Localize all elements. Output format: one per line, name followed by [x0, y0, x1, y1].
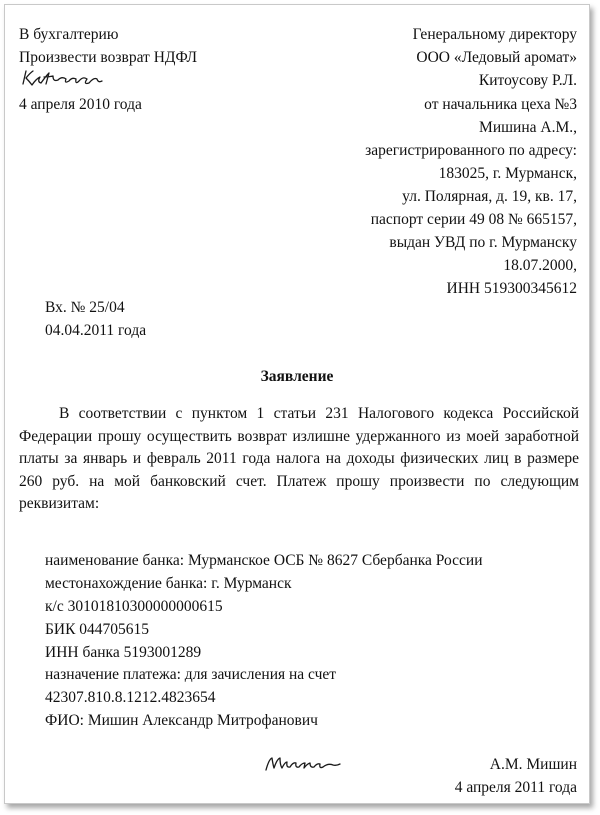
resolution-line-1: В бухгалтерию	[19, 26, 119, 43]
resolution-line-2: Произвести возврат НДФЛ	[19, 49, 198, 66]
addressee-line-4: от начальника цеха №3	[424, 96, 577, 113]
requisite-bik: БИК 044705615	[45, 621, 150, 638]
document-title: Заявление	[260, 368, 334, 385]
addressee-line-1: Генеральному директору	[412, 26, 577, 43]
addressee-line-11: 18.07.2000,	[503, 257, 577, 274]
requisite-account-number: 42307.810.8.1212.4823654	[45, 689, 216, 706]
addressee-line-3: Китоусову Р.Л.	[478, 72, 577, 89]
addressee-line-8: ул. Полярная, д. 19, кв. 17,	[402, 188, 577, 205]
resolution-date: 4 апреля 2010 года	[19, 96, 142, 113]
requisite-bank-name: наименование банка: Мурманское ОСБ № 8627 Сбербанка России	[45, 552, 483, 569]
document-page	[4, 4, 590, 804]
requisite-bank-location: местонахождение банка: г. Мурманск	[45, 575, 292, 592]
requisite-bank-inn: ИНН банка 5193001289	[45, 644, 202, 661]
director-signature	[19, 67, 111, 91]
applicant-signature	[263, 753, 343, 775]
addressee-line-12: ИНН 519300345612	[446, 280, 577, 297]
requisite-full-name: ФИО: Мишин Александр Митрофанович	[45, 712, 318, 729]
addressee-line-5: Мишина А.М.,	[479, 119, 577, 136]
addressee-line-10: выдан УВД по г. Мурманску	[389, 234, 577, 251]
statement-body	[19, 403, 579, 516]
incoming-date: 04.04.2011 года	[45, 322, 147, 339]
addressee-line-9: паспорт серии 49 08 № 665157,	[370, 211, 577, 228]
addressee-line-6: зарегистрированного по адресу:	[365, 142, 577, 159]
requisite-payment-purpose: назначение платежа: для зачисления на счет	[45, 666, 337, 683]
addressee-line-2: ООО «Ледовый аромат»	[416, 49, 577, 66]
addressee-line-7: 183025, г. Мурманск,	[438, 165, 577, 182]
statement-body-text: В соответствии с пунктом 1 статьи 231 Налогового кодекса Российской Федерации прошу осуществить возврат излишне удержанного из моей заработной платы за январь и февраль 2011 года налога на доходы физических лиц в размере 260 руб. на мой банковский счет. Платеж прошу произвести по следующим реквизитам:	[19, 405, 579, 512]
incoming-number: Вх. № 25/04	[45, 299, 125, 316]
requisite-corr-account: к/с 30101810300000000615	[45, 598, 223, 615]
signer-name: А.М. Мишин	[489, 756, 577, 773]
sign-date: 4 апреля 2011 года	[454, 779, 577, 796]
